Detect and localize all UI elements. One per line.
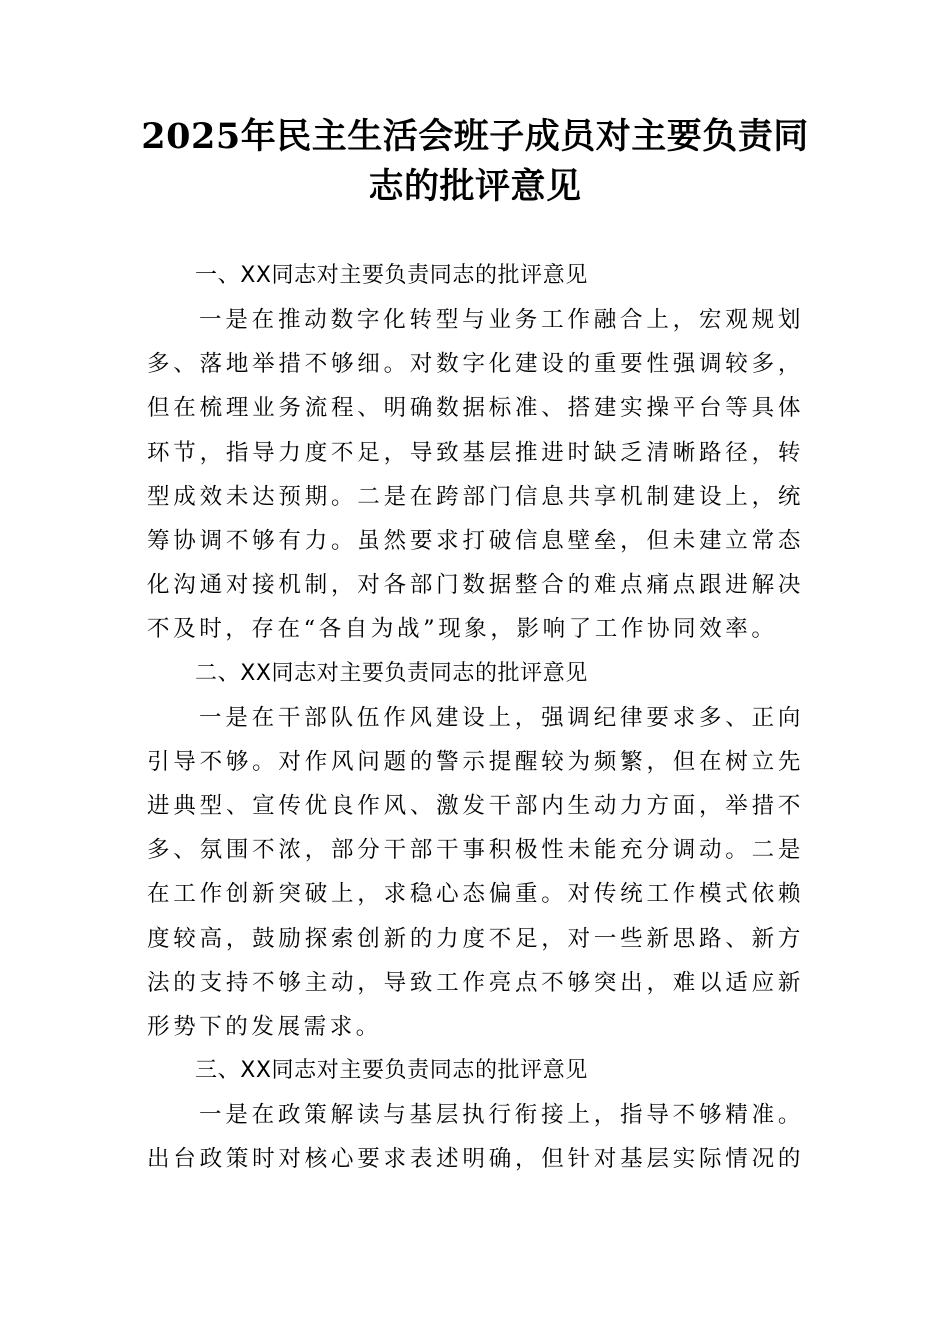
document-title bbox=[140, 112, 810, 212]
paragraph-line: 度较高，鼓励探索创新的力度不足，对一些新思路、新方 bbox=[147, 925, 804, 952]
section-1 bbox=[147, 254, 804, 652]
section-2 bbox=[147, 652, 804, 1050]
section-heading: 二、XX同志对主要负责同志的批评意见 bbox=[195, 660, 588, 686]
paragraph-line: 在工作创新突破上，求稳心态偏重。对传统工作模式依赖 bbox=[147, 881, 804, 908]
section-paragraph bbox=[147, 1093, 804, 1181]
paragraph-line: 但在梳理业务流程、明确数据标准、搭建实操平台等具体 bbox=[147, 395, 804, 422]
paragraph-line: 环节，指导力度不足，导致基层推进时缺乏清晰路径，转 bbox=[147, 439, 804, 466]
document-body bbox=[147, 254, 804, 1182]
section-heading: 三、XX同志对主要负责同志的批评意见 bbox=[195, 1058, 588, 1084]
paragraph-line: 一是在干部队伍作风建设上，强调纪律要求多、正向 bbox=[199, 704, 804, 731]
paragraph-line: 法的支持不够主动，导致工作亮点不够突出，难以适应新 bbox=[147, 969, 804, 996]
section-paragraph bbox=[147, 298, 804, 652]
paragraph-line: 一是在政策解读与基层执行衔接上，指导不够精准。 bbox=[199, 1102, 804, 1129]
paragraph-line: 化沟通对接机制，对各部门数据整合的难点痛点跟进解决 bbox=[147, 572, 804, 599]
title-line-1: 2025年民主生活会班子成员对主要负责同 bbox=[141, 116, 809, 157]
paragraph-line: 出台政策时对核心要求表述明确，但针对基层实际情况的 bbox=[147, 1146, 804, 1173]
section-paragraph bbox=[147, 696, 804, 1050]
paragraph-line: 型成效未达预期。二是在跨部门信息共享机制建设上，统 bbox=[147, 483, 804, 510]
paragraph-line: 筹协调不够有力。虽然要求打破信息壁垒，但未建立常态 bbox=[147, 528, 804, 555]
paragraph-line: 引导不够。对作风问题的警示提醒较为频繁，但在树立先 bbox=[147, 748, 804, 775]
title-line-2: 志的批评意见 bbox=[368, 166, 582, 207]
section-3 bbox=[147, 1049, 804, 1181]
paragraph-line: 多、氛围不浓，部分干部干事积极性未能充分调动。二是 bbox=[147, 837, 804, 864]
paragraph-line: 一是在推动数字化转型与业务工作融合上，宏观规划 bbox=[199, 307, 804, 333]
section-heading: 一、XX同志对主要负责同志的批评意见 bbox=[195, 263, 588, 288]
paragraph-line: 多、落地举措不够细。对数字化建设的重要性强调较多， bbox=[147, 351, 804, 378]
paragraph-line: 形势下的发展需求。 bbox=[147, 1014, 382, 1041]
paragraph-line: 不及时，存在“各自为战”现象，影响了工作协同效率。 bbox=[147, 616, 778, 643]
paragraph-line: 进典型、宣传优良作风、激发干部内生动力方面，举措不 bbox=[147, 793, 804, 820]
